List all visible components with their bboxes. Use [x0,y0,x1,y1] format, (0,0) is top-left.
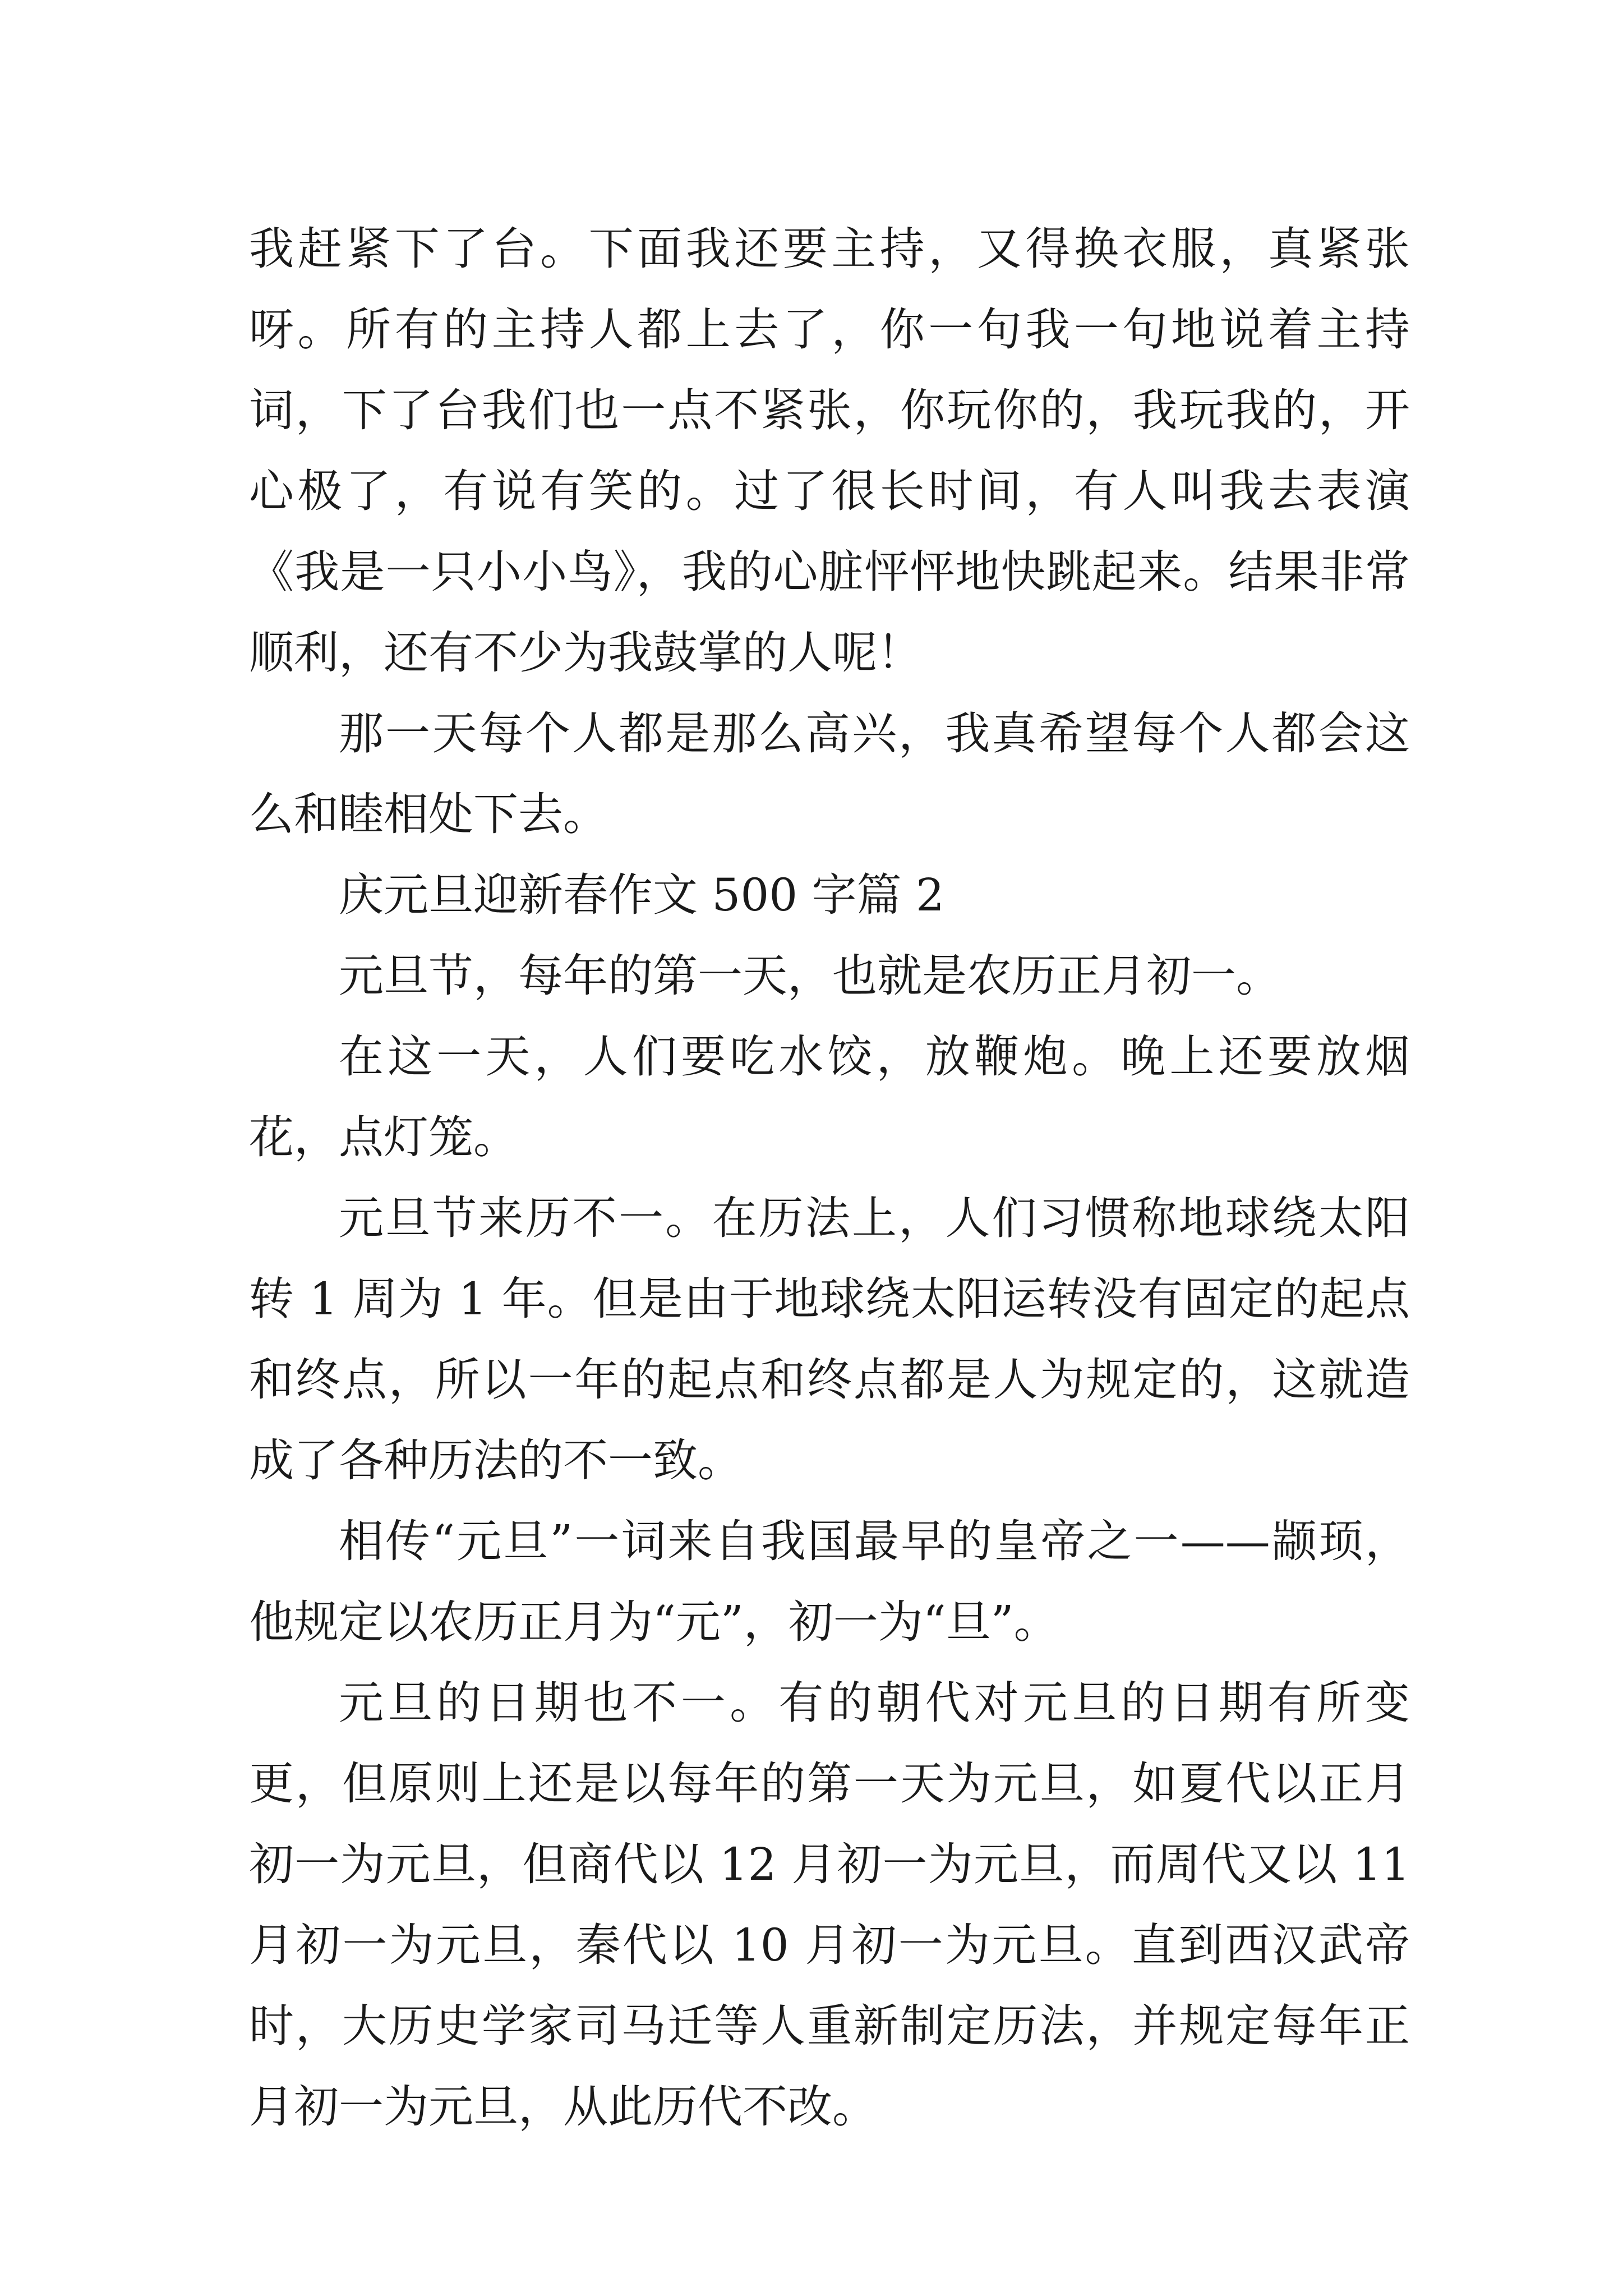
paragraph-1: 我赶紧下了台。下面我还要主持，又得换衣服，真紧张呀。所有的主持人都上去了，你一句我一句地说着主持词，下了台我们也一点不紧张，你玩你的，我玩我的，开心极了，有说有笑的。过了很长时间，有人叫我去表演《我是一只小小鸟》，我的心脏怦怦地快跳起来。结果非常顺利，还有不少为我鼓掌的人呢！ [249,223,1410,679]
paragraph-7: 元旦的日期也不一。有的朝代对元旦的日期有所变更，但原则上还是以每年的第一天为元旦，如夏代以正月初一为元旦，但商代以 12 月初一为元旦，而周代又以 11 月初一为元旦，秦代以 10 月初一为元旦。直到西汉武帝时，大历史学家司马迁等人重新制定历法，并规定每年正月初一为元旦，从此历代不改。 [249,1677,1410,2133]
section-heading: 庆元旦迎新春作文 500 字篇 2 [339,869,944,921]
paragraph-3: 元旦节，每年的第一天，也就是农历正月初一。 [339,950,1281,1002]
document-body [249,209,1410,2147]
paragraph-5: 元旦节来历不一。在历法上，人们习惯称地球绕太阳转 1 周为 1 年。但是由于地球绕太阳运转没有固定的起点和终点，所以一年的起点和终点都是人为规定的，这就造成了各种历法的不一致。 [249,1192,1410,1487]
paragraph-6: 相传“元旦”一词来自我国最早的皇帝之一——颛顼，他规定以农历正月为“元”，初一为“旦”。 [249,1515,1410,1648]
paragraph-4: 在这一天，人们要吃水饺，放鞭炮。晚上还要放烟花，点灯笼。 [249,1030,1410,1163]
paragraph-2: 那一天每个人都是那么高兴，我真希望每个人都会这么和睦相处下去。 [249,707,1410,840]
